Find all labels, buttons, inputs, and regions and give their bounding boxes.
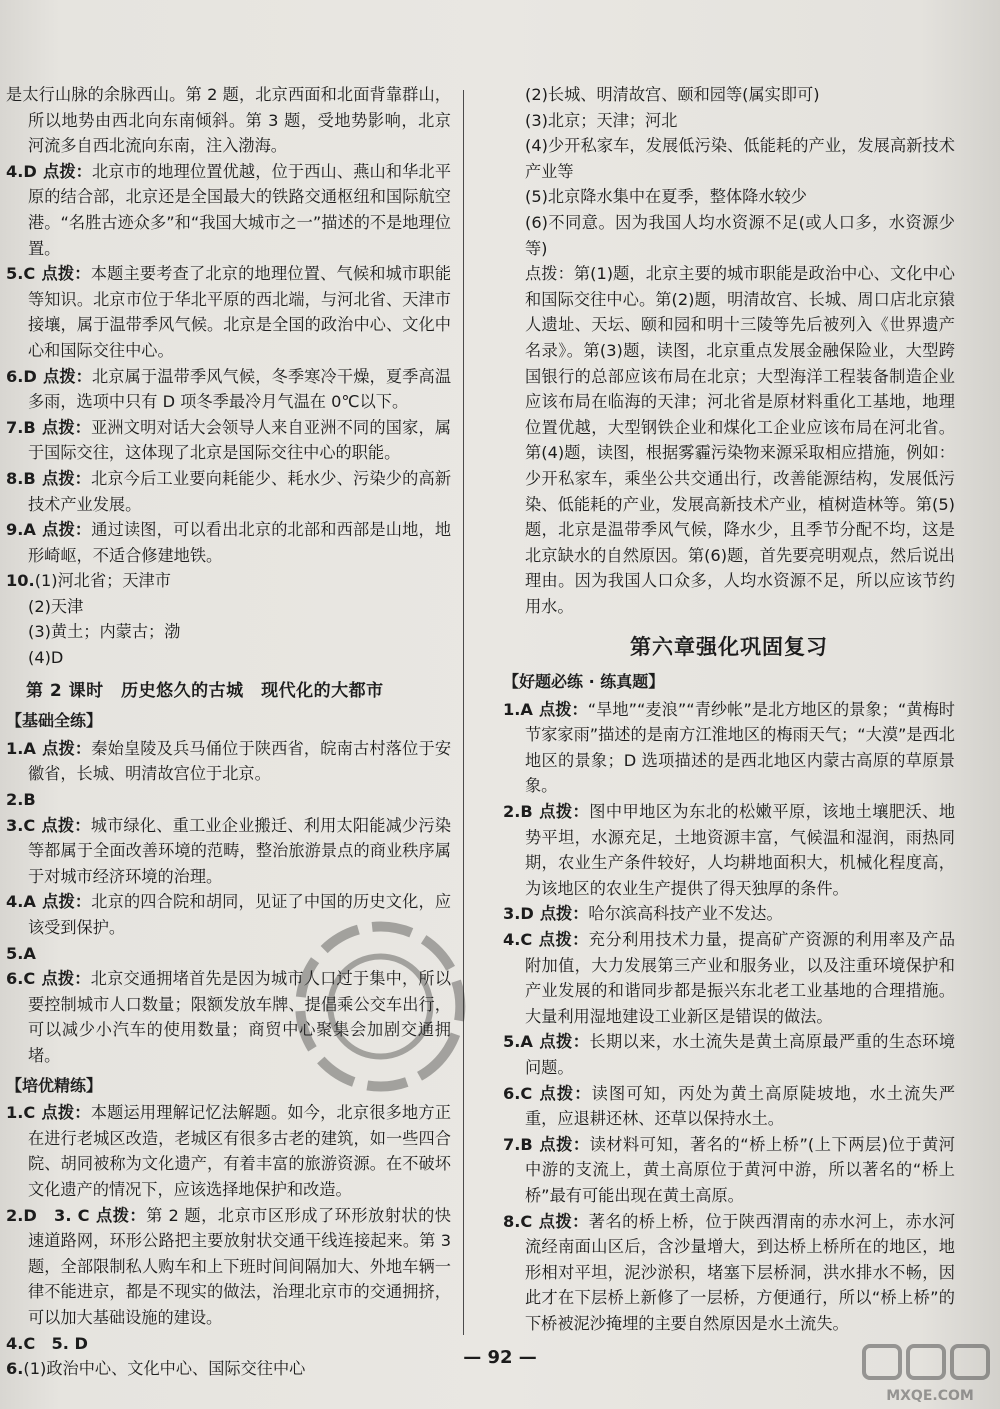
sub-answer: (3)北京；天津；河北 bbox=[525, 110, 678, 130]
answer-item bbox=[6, 889, 451, 940]
question-number: 5. bbox=[6, 264, 24, 284]
question-number: 9. bbox=[6, 520, 24, 540]
answer-letter: B bbox=[520, 1134, 533, 1154]
explanation-text: 亚洲文明对话大会领导人来自亚洲不同的国家，属于国际交往，这体现了北京是国际交往中心的职能。 bbox=[28, 417, 452, 463]
answer-letter: C bbox=[520, 1211, 533, 1231]
explanation-text: 读图可知，丙处为黄土高原陡坡地，水土流失严重，应退耕还林、还草以保持水土。 bbox=[525, 1083, 956, 1129]
section-heading: 【培优精练】 bbox=[6, 1075, 103, 1095]
question-number: 3. bbox=[503, 904, 521, 924]
answer-item bbox=[6, 1100, 451, 1202]
hint-label: 点拨： bbox=[539, 904, 589, 924]
question-number: 6. bbox=[6, 366, 24, 386]
section-heading: 【好题必练 · 练真题】 bbox=[503, 672, 665, 692]
question-number: 4. bbox=[6, 1333, 24, 1353]
answer-letter: A bbox=[23, 943, 36, 963]
explanation-text: 长期以来，水土流失是黄土高原最严重的生态环境问题。 bbox=[525, 1032, 956, 1077]
column-divider bbox=[463, 90, 464, 1335]
hint-label: 点拨： bbox=[42, 161, 92, 181]
sub-answer: (3)黄土；内蒙古；渤 bbox=[28, 622, 181, 642]
answer-item bbox=[503, 1209, 955, 1337]
section-heading: 【基础全练】 bbox=[6, 711, 103, 731]
explanation-text: (1)政治中心、文化中心、国际交往中心 bbox=[23, 1359, 306, 1379]
explanation-text: 北京今后工业要向耗能少、耗水少、污染少的高新技术产业发展。 bbox=[28, 468, 452, 514]
answer-letter: A bbox=[23, 892, 36, 912]
right-column bbox=[503, 82, 955, 1337]
hint-label: 点拨： bbox=[538, 930, 589, 949]
explanation-text: 北京的四合院和胡同，见证了中国的历史文化，应该受到保护。 bbox=[28, 892, 452, 937]
sub-answer: (6)不同意。因为我国人均水资源不足(或人口多，水资源少等) bbox=[525, 212, 955, 258]
answer-letter: A bbox=[520, 699, 533, 719]
question-number: 7. bbox=[6, 417, 24, 437]
question-number: 1. bbox=[6, 1103, 24, 1123]
explanation-text: 第 2 题，北京市区形成了环形放射状的快速道路网，环形公路把主要放射状交通干线连接起来。第 3 题，全部限制私人购车和上下班时间间隔加大、外地车辆一律不能进京，都是不现实的做法，治理北京市的交通拥挤，可以加大基础设施的建设。 bbox=[28, 1205, 451, 1327]
watermark-logo-text: MXQE.COM bbox=[886, 1388, 974, 1404]
answer-item bbox=[6, 787, 451, 813]
answer-letter: B bbox=[23, 468, 36, 488]
answer-item bbox=[6, 568, 451, 594]
hint-label: 点拨： bbox=[41, 738, 92, 758]
sub-answer: 点拨：第(1)题，北京主要的城市职能是政治中心、文化中心和国际交往中心。第(2)题，明清故宫、长城、周口店北京猿人遗址、天坛、颐和园和明十三陵等先后被列入《世界遗产名录》。第(3)题，读图，北京重点发展金融保险业，大型跨国银行的总部应该布局在北京；大型海洋工程装备制造企业应该布局在临海的天津；河北省是原材料重化工基地，地理位置优越，大型钢铁企业和煤化工企业应该布局在河北省。第(4)题，读图，根据雾霾污染物来源采取相应措施，例如：少开私家车，乘坐公共交通出行，改善能源结构，发展低污染、低能耗的产业，发展高新技术产业，植树造林等。第(5)题，北京是温带季风气候，降水少，且季节分配不均，这是北京缺水的自然原因。第(6)题，首先要亮明观点，然后说出理由。因为我国人口众多，人均水资源不足，所以应该节约用水。 bbox=[525, 264, 955, 616]
sub-answer: (5)北京降水集中在夏季，整体降水较少 bbox=[525, 187, 807, 207]
question-number: 6. bbox=[6, 1359, 24, 1379]
explanation-text: 秦始皇陵及兵马俑位于陕西省，皖南古村落位于安徽省，长城、明清故宫位于北京。 bbox=[28, 738, 452, 784]
answer-letter: C bbox=[23, 969, 36, 989]
question-number: 4. bbox=[6, 161, 24, 181]
explanation-text: 北京市的地理位置优越，位于西山、燕山和华北平原的结合部，北京还是全国最大的铁路交通枢纽和国际航空港。“名胜古迹众多”和“我国大城市之一”描述的不是地理位置。 bbox=[28, 161, 452, 258]
answer-letter: C bbox=[23, 1103, 36, 1123]
question-number: 8. bbox=[6, 468, 24, 488]
explanation-text: 读材料可知，著名的“桥上桥”(上下两层)位于黄河中游的支流上，黄土高原位于黄河中游，所以著名的“桥上桥”最有可能出现在黄土高原。 bbox=[525, 1134, 955, 1205]
answer-letter: A bbox=[23, 520, 36, 540]
explanation-text: 图中甲地区为东北的松嫩平原，该地土壤肥沃、地势平坦，水源充足，土地资源丰富，气候温和湿润，雨热同期，农业生产条件较好，人均耕地面积大，机械化程度高，为该地区的农业生产提供了得天独厚的条件。 bbox=[525, 802, 956, 898]
answer-item bbox=[503, 1081, 955, 1132]
question-number: 2. bbox=[6, 1205, 24, 1225]
answer-item bbox=[503, 901, 955, 927]
answer-item bbox=[6, 466, 451, 517]
hint-label: 点拨： bbox=[41, 815, 91, 835]
lesson-title: 第 2 课时 历史悠久的古城 现代化的大都市 bbox=[26, 680, 384, 701]
answer-letter: D bbox=[23, 161, 37, 181]
hint-label: 点拨： bbox=[41, 969, 91, 989]
hint-label: 点拨： bbox=[41, 520, 92, 540]
hint-label: 点拨： bbox=[41, 1103, 91, 1123]
question-number: 6. bbox=[503, 1083, 521, 1103]
hint-label: 点拨： bbox=[538, 1083, 592, 1103]
answer-letter: B bbox=[23, 417, 36, 437]
explanation-text: 北京交通拥堵首先是因为城市人口过于集中，所以要控制城市人口数量；限额发放车牌、提倡乘公交车出行，可以减少小汽车的使用数量；商贸中心聚集会加剧交通拥堵。 bbox=[28, 969, 452, 1065]
question-number: 10. bbox=[6, 571, 35, 591]
page-number: — 92 — bbox=[463, 1347, 537, 1368]
hint-label: 点拨： bbox=[41, 468, 92, 488]
answer-letter: C bbox=[520, 1083, 533, 1103]
hint-label: 点拨： bbox=[538, 1211, 589, 1231]
hint-label: 点拨： bbox=[41, 417, 92, 437]
question-number: 4. bbox=[6, 892, 24, 912]
answer-letter: C 5. D bbox=[23, 1333, 88, 1353]
hint-label: 点拨： bbox=[538, 802, 590, 822]
answer-item bbox=[6, 736, 451, 787]
hint-label: 点拨： bbox=[538, 1032, 590, 1052]
answer-letter: C bbox=[23, 815, 36, 835]
explanation-text: 本题运用理解记忆法解题。如今，北京很多地方正在进行老城区改造，老城区有很多古老的建筑，如一些四合院、胡同被称为文化遗产，有着丰富的旅游资源。在不破坏文化遗产的情况下，应该选择地保护和改造。 bbox=[28, 1103, 452, 1199]
answer-letter: C bbox=[23, 264, 36, 284]
explanation-text: 北京属于温带季风气候，冬季寒冷干燥，夏季高温多雨，选项中只有 D 项冬季最冷月气温在 0℃以下。 bbox=[28, 366, 452, 412]
question-number: 7. bbox=[503, 1134, 521, 1154]
answer-letter: D 3. C bbox=[23, 1205, 90, 1225]
answer-item bbox=[6, 364, 451, 415]
sub-answer: (2)长城、明清故宫、颐和园等(属实即可) bbox=[525, 85, 820, 104]
answer-item bbox=[6, 82, 451, 159]
answer-item bbox=[6, 966, 451, 1068]
hint-label: 点拨： bbox=[95, 1205, 147, 1225]
answer-item bbox=[6, 941, 451, 967]
hint-label: 点拨： bbox=[41, 892, 92, 912]
answer-item bbox=[503, 1132, 955, 1209]
answer-item bbox=[503, 799, 955, 901]
answer-letter: A bbox=[23, 738, 36, 758]
sub-answer: (4)D bbox=[28, 648, 64, 668]
answer-letter: B bbox=[520, 802, 533, 822]
explanation-text: 充分利用技术力量，提高矿产资源的利用率及产品附加值，大力发展第三产业和服务业，以及注重环境保护和产业发展的和谐同步都是振兴东北老工业基地的合理措施。大量利用湿地建设工业新区是错误的做法。 bbox=[525, 930, 956, 1026]
answer-letter: C bbox=[520, 930, 533, 949]
explanation-text: 城市绿化、重工业企业搬迁、利用太阳能减少污染等都属于全面改善环境的范畴，整治旅游景点的商业秩序属于对城市经济环境的治理。 bbox=[28, 815, 452, 886]
hint-label: 点拨： bbox=[42, 366, 92, 386]
hint-label: 点拨： bbox=[41, 264, 91, 284]
question-number: 3. bbox=[6, 815, 24, 835]
answer-letter: A bbox=[520, 1032, 533, 1052]
left-column bbox=[6, 82, 451, 1382]
sub-answer: (2)天津 bbox=[28, 596, 84, 616]
answer-item bbox=[6, 159, 451, 261]
answer-item bbox=[6, 813, 451, 890]
explanation-text: 是太行山脉的余脉西山。第 2 题，北京西面和北面背靠群山，所以地势由西北向东南倾斜。第 3 题，受地势影响，北京河流多自西北流向东南，注入渤海。 bbox=[6, 85, 451, 156]
answer-item bbox=[6, 1203, 451, 1331]
hint-label: 点拨： bbox=[538, 1134, 590, 1154]
answer-item bbox=[6, 261, 451, 363]
question-number: 5. bbox=[6, 943, 24, 963]
question-number: 4. bbox=[503, 930, 521, 949]
question-number: 5. bbox=[503, 1032, 521, 1052]
hint-label: 点拨： bbox=[538, 699, 588, 719]
answer-item bbox=[6, 415, 451, 466]
explanation-text: 哈尔滨高科技产业不发达。 bbox=[588, 904, 783, 924]
answer-letter: B bbox=[23, 790, 36, 810]
explanation-text: 本题主要考查了北京的地理位置、气候和城市职能等知识。北京市位于华北平原的西北端，与河北省、天津市接壤，属于温带季风气候。北京是全国的政治中心、文化中心和国际交往中心。 bbox=[28, 264, 452, 360]
explanation-text: 著名的桥上桥，位于陕西渭南的赤水河上，赤水河流经南面山区后，含沙量增大，到达桥上桥所在的地区，地形相对平坦，泥沙淤积，堵塞下层桥洞，洪水排水不畅，因此才在下层桥上新修了一层桥，方便通行，所以“桥上桥”的下桥被泥沙掩埋的主要自然原因是水土流失。 bbox=[525, 1211, 956, 1333]
answer-item bbox=[503, 1029, 955, 1080]
question-number: 1. bbox=[6, 738, 24, 758]
question-number: 1. bbox=[503, 699, 521, 719]
explanation-text: (1)河北省；天津市 bbox=[34, 571, 171, 591]
watermark-logo bbox=[860, 1340, 1000, 1409]
answer-item bbox=[6, 517, 451, 568]
question-number: 2. bbox=[6, 790, 24, 810]
answer-letter: D bbox=[520, 904, 534, 924]
answer-item bbox=[503, 697, 955, 799]
sub-answer: (4)少开私家车，发展低污染、低能耗的产业，发展高新技术产业等 bbox=[525, 136, 955, 181]
question-number: 8. bbox=[503, 1211, 521, 1231]
question-number: 6. bbox=[6, 969, 24, 989]
chapter-title: 第六章强化巩固复习 bbox=[630, 635, 828, 660]
explanation-text: 通过读图，可以看出北京的北部和西部是山地，地形崎岖，不适合修建地铁。 bbox=[28, 520, 452, 565]
answer-item bbox=[503, 927, 955, 1029]
answer-letter: D bbox=[23, 366, 37, 386]
explanation-text: “旱地”“麦浪”“青纱帐”是北方地区的景象；“黄梅时节家家雨”描述的是南方江淮地区的梅雨天气；“大漠”是西北地区的景象；D 选项描述的是西北地区内蒙古高原的草原景象。 bbox=[525, 699, 955, 796]
question-number: 2. bbox=[503, 802, 521, 822]
